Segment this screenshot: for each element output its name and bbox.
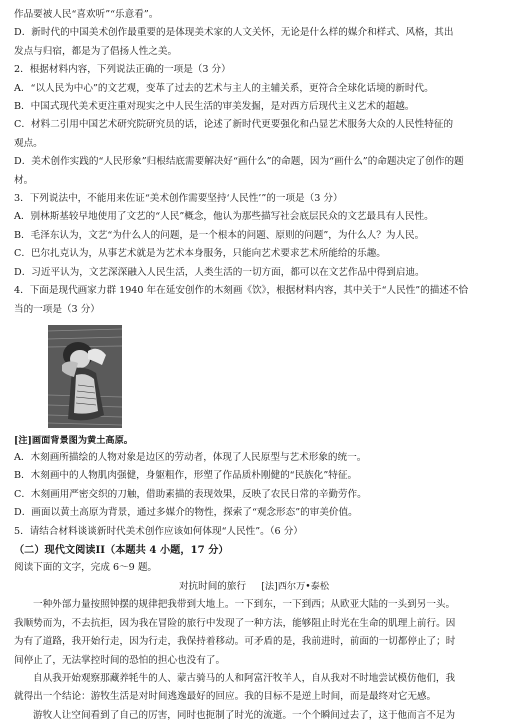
question-3: 3．下列说法中，不能用来佐证“美术创作需要坚持‘人民性’”的一项是（3 分） bbox=[14, 193, 343, 205]
option-c: C．材料二引用中国艺术研究院研究员的话，论述了新时代更要强化和凸显艺术服务大众的人民性特征的 bbox=[14, 119, 454, 131]
article-author: [法]西尔万•泰松 bbox=[261, 581, 330, 593]
text-line: 作品要被人民“喜欢听”“乐意看”。 bbox=[14, 9, 159, 20]
reading-instruction: 阅读下面的文字，完成 6～9 题。 bbox=[14, 561, 158, 573]
text-line: 材。 bbox=[14, 174, 34, 186]
option-c: C．木刻画用严密交织的刀触，借助素描的表现效果，反映了农民日常的辛勤劳作。 bbox=[14, 488, 367, 500]
option-d: D．画面以黄土高原为背景，通过多媒介的物性，探索了“观念形态”的审美价值。 bbox=[14, 507, 358, 519]
option-a: A．别林斯基较早地使用了文艺的“人民”概念，他认为那些描写社会底层民众的文艺最具有人民性。 bbox=[14, 211, 434, 223]
article-line: 间停止了，无法掌控时间的恐怕的担心也没有了。 bbox=[14, 654, 226, 666]
option-d: D．习近平认为，文艺深深融入人民生活，人类生活的一切方面，都可以在文艺作品中得到启迪。 bbox=[14, 266, 425, 278]
option-b: B．毛泽东认为，文艺“为什么人的问题，是一个根本的问题、原则的问题”，为什么人？为人民。 bbox=[14, 229, 425, 241]
article-title: 对抗时间的旅行 bbox=[178, 581, 247, 593]
woodcut-figure bbox=[48, 325, 122, 428]
article-line: 为有了道路，我开始行走，因为行走，我保持着移动。可矛盾的是，我前进时，前面的一切都停止了；时 bbox=[14, 636, 456, 648]
article-body bbox=[14, 596, 494, 725]
option-c: C．巴尔扎克认为，从事艺术就是为艺术本身服务，只能向艺术要求艺术所能给的乐趣。 bbox=[14, 248, 386, 260]
question-2: 2．根据材料内容，下列说法正确的一项是（3 分） bbox=[14, 64, 231, 76]
question-5: 5．请结合材料谈谈新时代美术创作应该如何体现“人民性”。（6 分） bbox=[14, 525, 303, 537]
question-4: 4．下面是现代画家力群 1940 年在延安创作的木刻画《饮》，根据材料内容，其中关于“人民性”的描述不恰 bbox=[14, 285, 469, 297]
text-line: 观点。 bbox=[14, 137, 43, 149]
text-line: D．新时代的中国美术创作最重要的是体现美术家的人文关怀，无论是什么样的媒介和样式、风格，其出 bbox=[14, 27, 454, 39]
text-line: 发点与归宿，都是为了倡扬人性之美。 bbox=[14, 45, 178, 57]
article-line: 一种外部力量按照钟摆的规律把我带到大地上。一下到东，一下到西；从欧亚大陆的一头到另一头。 bbox=[33, 599, 456, 611]
article-line: 就得出一个结论：游牧生活是对时间逃逸最好的回应。我的目标不是逆上时间，而是最终对它无感。 bbox=[14, 691, 437, 703]
article-line: 我顺势而为，不去抗拒，因为我在冒险的旅行中发现了一种方法，能够阻止时光在生命的肌理上前行。因 bbox=[14, 617, 456, 629]
figure-note: [注]画面背景图为黄土高原。 bbox=[14, 434, 133, 446]
question-block-mid bbox=[14, 449, 494, 541]
article-line: 自从我开始观察那藏养牦牛的人、蒙古骑马的人和阿富汗牧羊人，自从我对不时地尝试模仿他们，我 bbox=[33, 672, 456, 684]
question-block-top bbox=[14, 6, 494, 319]
article-title-row bbox=[14, 577, 494, 596]
option-b: B．木刻画中的人物肌肉强健，身躯粗作，形塑了作品质朴刚健的“民族化”特征。 bbox=[14, 470, 358, 482]
section-heading: （二）现代文阅读II（本题共 4 小题，17 分） bbox=[14, 543, 229, 556]
woodcut-image bbox=[48, 325, 122, 428]
option-a: A．木刻画所描绘的人物对象是边区的劳动者，体现了人民原型与艺术形象的统一。 bbox=[14, 451, 367, 463]
option-d: D．美术创作实践的“人民形象”归根结底需要解决好“画什么”的命题，因为“画什么”的命题决定了创作的题 bbox=[14, 156, 464, 168]
option-b: B．中国式现代美术更注重对现实之中人民生活的审美发掘，是对西方后现代主义艺术的超越。 bbox=[14, 101, 415, 113]
option-a: A．“以人民为中心”的文艺观，变革了过去的艺术与主人的主辅关系，更符合全球化话境的新时代。 bbox=[14, 82, 434, 94]
text-line: 当的一项是（3 分） bbox=[14, 303, 100, 315]
article-line: 游牧人让空间看到了自己的厉害，同时也扼制了时光的流逝。一个个瞬间过去了，这于他而言不足为 bbox=[33, 709, 456, 721]
